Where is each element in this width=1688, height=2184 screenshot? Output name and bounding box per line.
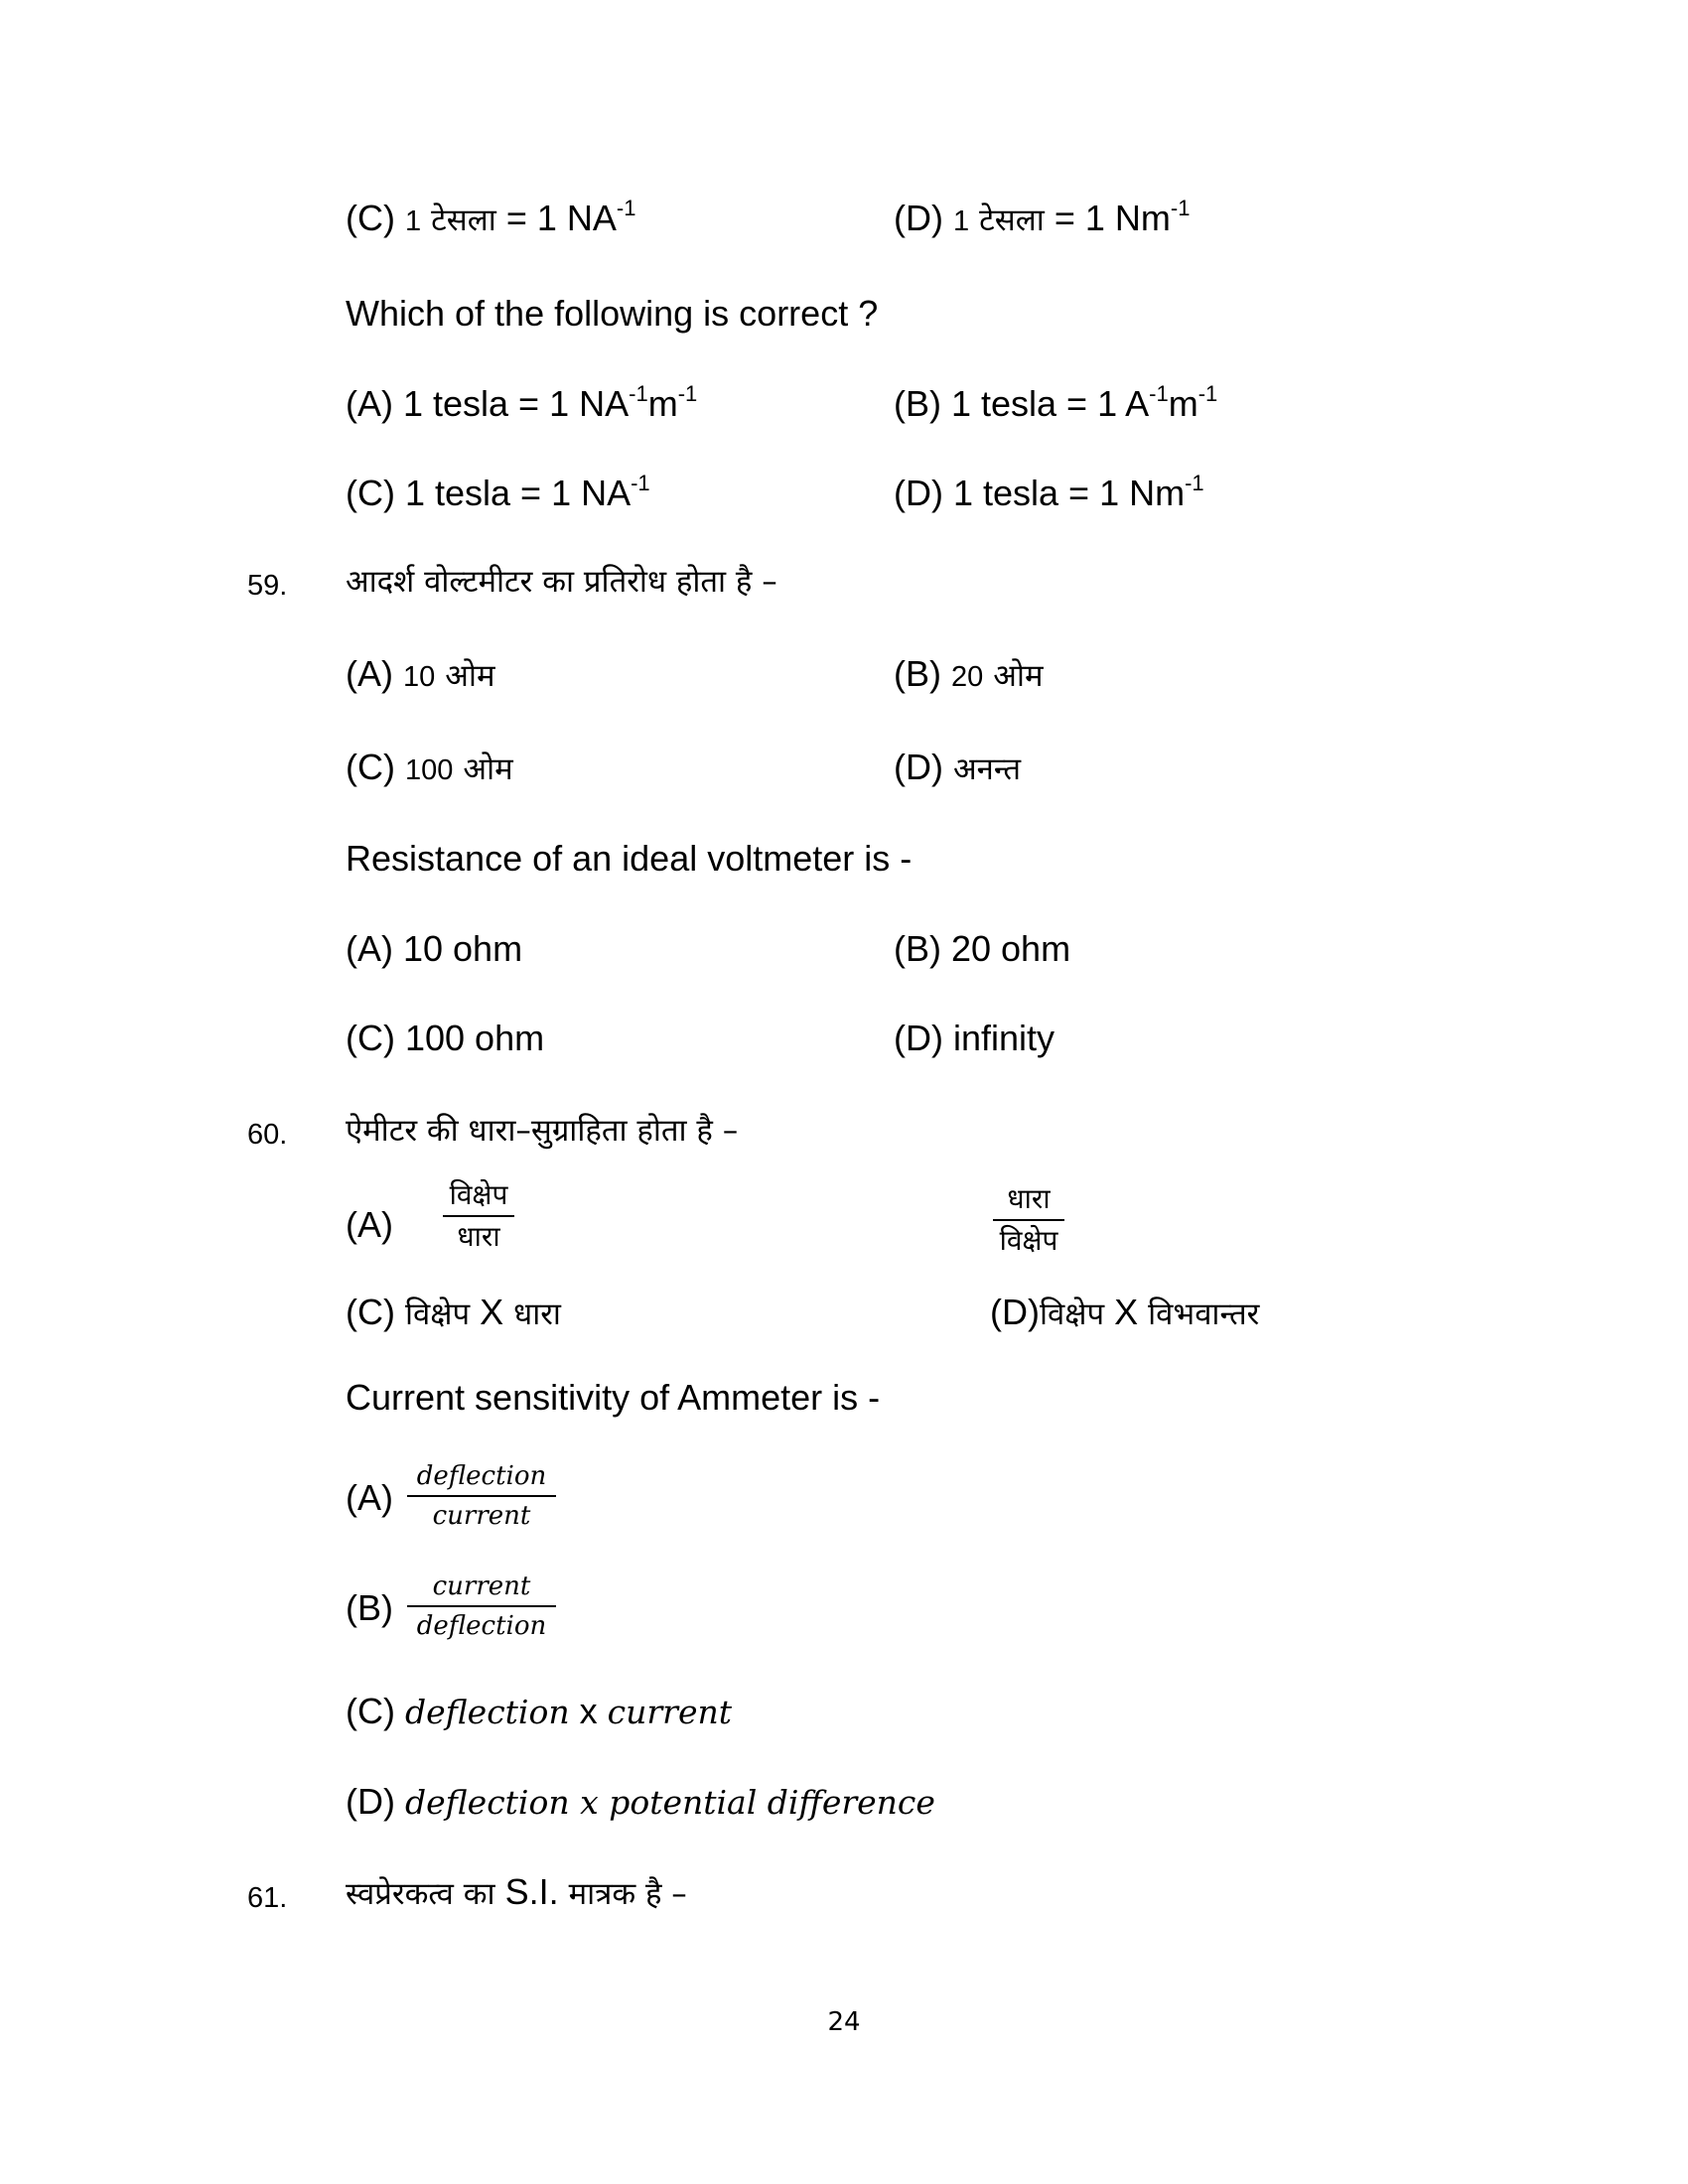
q60-hindi-option-a-label: (A) — [346, 1204, 393, 1245]
fraction-numerator: deflection — [407, 1457, 556, 1497]
q59-english-option-d: (D) infinity — [894, 1018, 1055, 1058]
q59-hindi-option-b: (B) 20 ओम — [894, 653, 1044, 694]
q59-english-option-c: (C) 100 ohm — [346, 1018, 545, 1058]
fraction-denominator: deflection — [416, 1611, 547, 1641]
q60-hindi-option-a-fraction — [443, 1175, 514, 1257]
q59-hindi-option-d: (D) अनन्त — [894, 747, 1022, 787]
q60-english-option-c: (C) deflection x current — [346, 1691, 732, 1731]
q58-english-option-d: (D) 1 tesla = 1 $Nm^{-1}$ — [894, 471, 1204, 513]
fraction-denominator: धारा — [457, 1220, 500, 1253]
q60-hindi-option-b-fraction — [993, 1179, 1064, 1261]
q59-english-question: Resistance of an ideal voltmeter is - — [346, 838, 913, 879]
fraction-denominator: विक्षेप — [999, 1224, 1058, 1257]
q58-english-option-c: (C) 1 tesla = 1 $NA^{-1}$ — [346, 471, 650, 513]
q58-hindi-option-c: (C) 1 टेसला = 1 $NA^{-1}$ — [346, 196, 636, 238]
q61-hindi-question: स्वप्रेरकत्व का S.I. मात्रक है – — [346, 1871, 687, 1912]
q58-hindi-option-d: (D) 1 टेसला = 1 $Nm^{-1}$ — [894, 196, 1191, 238]
q58-english-option-a: (A) 1 tesla = 1 $NA^{-1}m^{-1}$ — [346, 381, 698, 424]
page-number: 24 — [827, 2007, 861, 2037]
q59-english-option-b: (B) 20 ohm — [894, 928, 1071, 969]
fraction-numerator: विक्षेप — [443, 1175, 514, 1217]
q60-english-option-b-fraction — [407, 1568, 556, 1645]
q60-hindi-option-d: (D)विक्षेप X विभवान्तर — [990, 1292, 1260, 1332]
q61-number: 61. — [247, 1882, 288, 1914]
q60-english-option-a-label: (A) — [346, 1477, 393, 1518]
q59-hindi-option-c: (C) 100 ओम — [346, 747, 513, 787]
q60-hindi-question: ऐमीटर की धारा–सुग्राहिता होता है – — [346, 1113, 739, 1149]
fraction-numerator: धारा — [993, 1179, 1064, 1221]
q59-number: 59. — [247, 570, 288, 602]
fraction-denominator: current — [432, 1501, 531, 1531]
q60-number: 60. — [247, 1119, 288, 1151]
q59-hindi-question: आदर्श वोल्टमीटर का प्रतिरोध होता है – — [346, 564, 777, 600]
q60-hindi-option-c: (C) विक्षेप X धारा — [346, 1292, 561, 1332]
q58-english-option-b: (B) 1 tesla = 1 $A^{-1}m^{-1}$ — [894, 381, 1218, 424]
fraction-numerator: current — [407, 1568, 556, 1607]
q60-english-option-a-fraction — [407, 1457, 556, 1535]
q58-english-question: Which of the following is correct ? — [346, 293, 879, 334]
q60-english-question: Current sensitivity of Ammeter is - — [346, 1377, 881, 1418]
q60-english-option-b-label: (B) — [346, 1587, 393, 1628]
q59-english-option-a: (A) 10 ohm — [346, 928, 523, 969]
q60-english-option-d: (D) deflection x potential difference — [346, 1781, 935, 1822]
q59-hindi-option-a: (A) 10 ओम — [346, 653, 495, 694]
